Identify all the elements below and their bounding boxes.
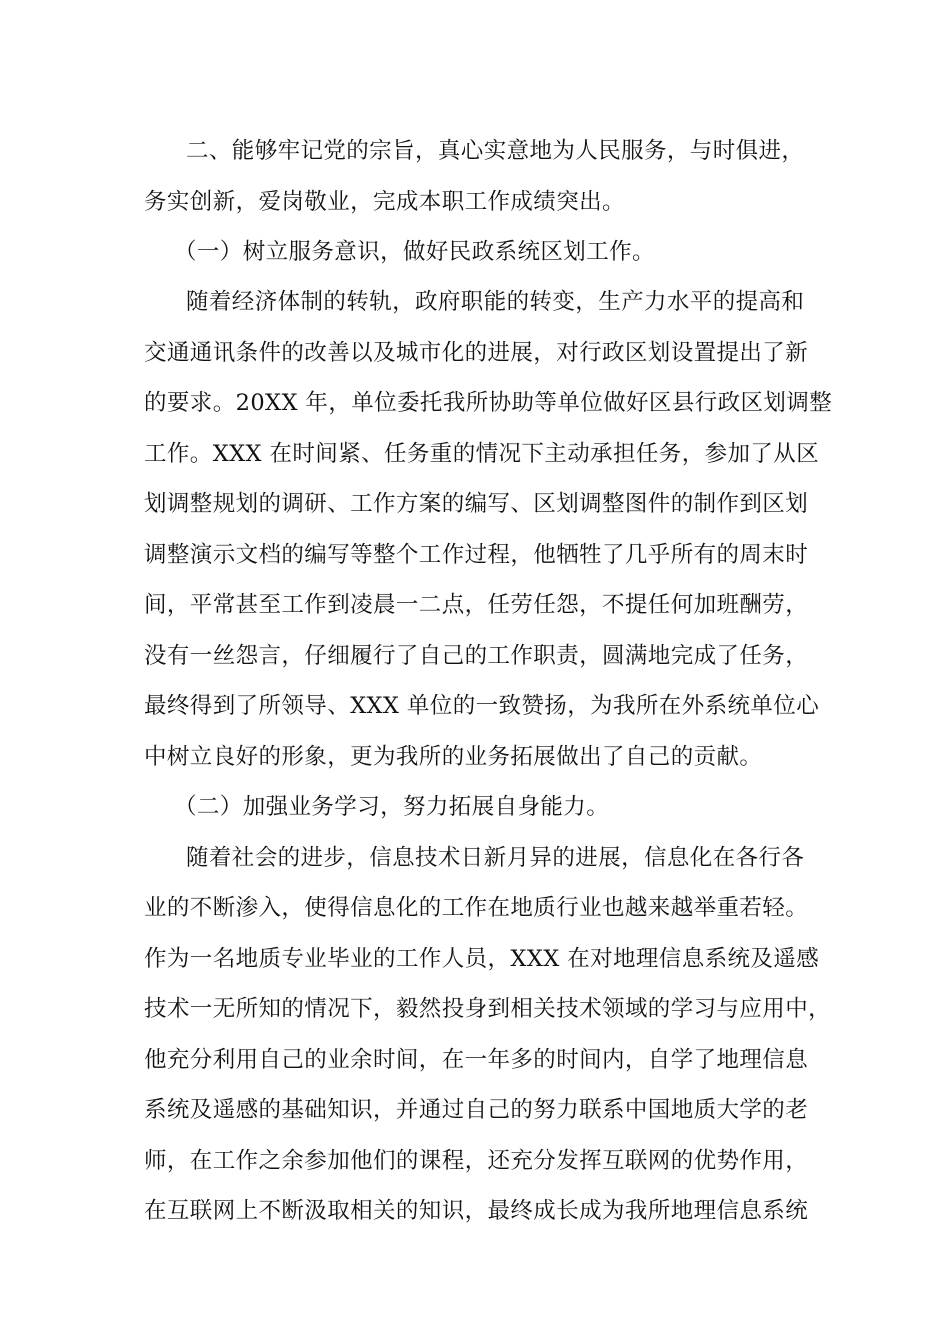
paragraph-line: 最终得到了所领导、XXX 单位的一致赞扬，为我所在外系统单位心	[144, 693, 820, 719]
paragraph-line: 调整演示文档的编写等整个工作过程，他牺牲了几乎所有的周末时	[144, 542, 809, 568]
paragraph-line: 间，平常甚至工作到凌晨一二点，任劳任怨，不提任何加班酬劳，	[144, 592, 809, 618]
subheading-two: （二）加强业务学习，努力拓展自身能力。	[174, 794, 610, 820]
paragraph-line: 的要求。20XX 年，单位委托我所协助等单位做好区县行政区划调整	[144, 390, 833, 416]
paragraph-line: 工作。XXX 在时间紧、任务重的情况下主动承担任务，参加了从区	[144, 441, 820, 467]
paragraph-line: 交通通讯条件的改善以及城市化的进展，对行政区划设置提出了新	[144, 340, 809, 366]
paragraph-line: 随着社会的进步，信息技术日新月异的进展，信息化在各行各	[186, 845, 805, 871]
subheading-one: （一）树立服务意识，做好民政系统区划工作。	[174, 239, 655, 265]
paragraph-line: 业的不断渗入，使得信息化的工作在地质行业也越来越举重若轻。	[144, 895, 809, 921]
heading-section-two-line-1: 二、能够牢记党的宗旨，真心实意地为人民服务，与时俱进，	[186, 138, 805, 164]
paragraph-line: 系统及遥感的基础知识，并通过自己的努力联系中国地质大学的老	[144, 1097, 809, 1123]
paragraph-line: 作为一名地质专业毕业的工作人员，XXX 在对地理信息系统及遥感	[144, 946, 820, 972]
paragraph-line: 没有一丝怨言，仔细履行了自己的工作职责，圆满地完成了任务，	[144, 643, 809, 669]
paragraph-line: 技术一无所知的情况下，毅然投身到相关技术领域的学习与应用中，	[144, 996, 832, 1022]
paragraph-line: 划调整规划的调研、工作方案的编写、区划调整图件的制作到区划	[144, 491, 809, 517]
paragraph-line: 随着经济体制的转轨，政府职能的转变，生产力水平的提高和	[186, 289, 805, 315]
paragraph-line: 在互联网上不断汲取相关的知识，最终成长成为我所地理信息系统	[144, 1198, 809, 1224]
heading-section-two-line-2: 务实创新，爱岗敬业，完成本职工作成绩突出。	[144, 189, 625, 215]
paragraph-line: 中树立良好的形象，更为我所的业务拓展做出了自己的贡献。	[144, 744, 763, 770]
paragraph-line: 他充分利用自己的业余时间，在一年多的时间内，自学了地理信息	[144, 1047, 809, 1073]
paragraph-line: 师，在工作之余参加他们的课程，还充分发挥互联网的优势作用，	[144, 1148, 809, 1174]
